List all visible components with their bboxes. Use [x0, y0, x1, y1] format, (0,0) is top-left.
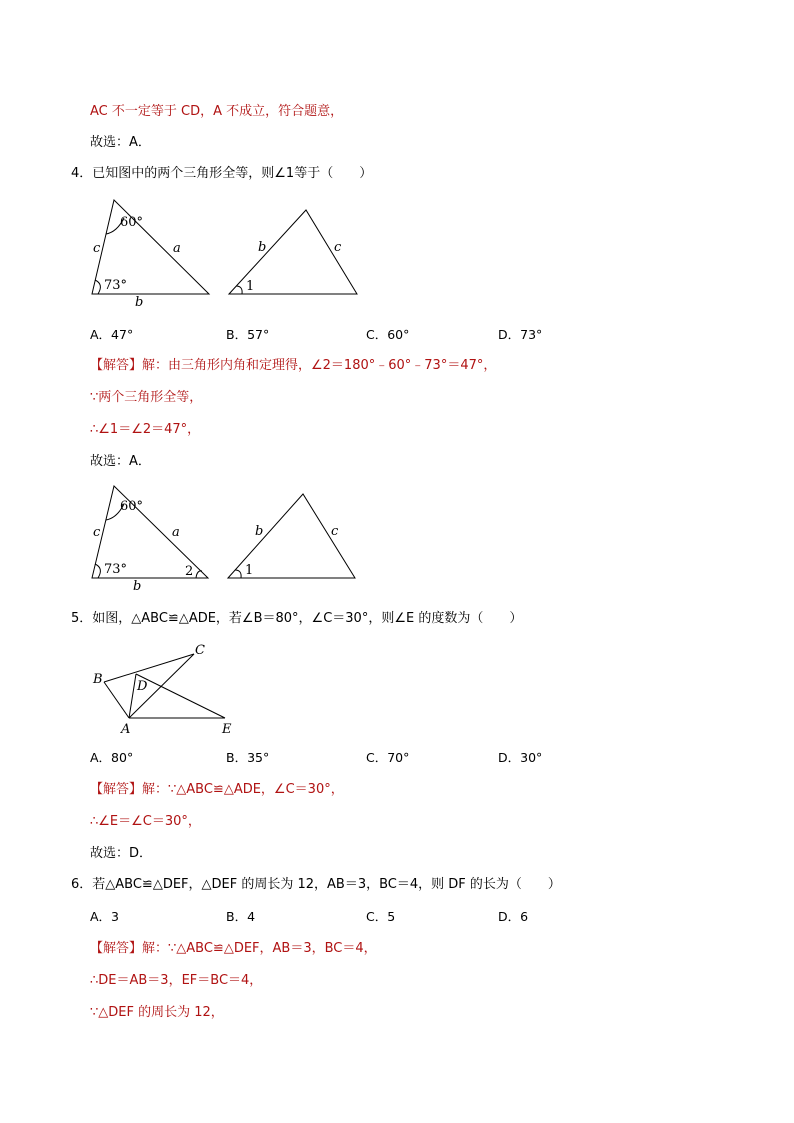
option-b: B．4	[226, 909, 256, 924]
side-label-b: b	[255, 524, 264, 539]
option-c: C．60°	[366, 327, 410, 342]
answer-line: ∴∠1＝∠2＝47°，	[90, 422, 201, 437]
side-label-b: b	[135, 295, 144, 310]
angle-label-2: 2	[185, 564, 194, 579]
point-label-b: B	[93, 672, 103, 687]
side-label-c: c	[93, 525, 101, 540]
point-label-a: A	[121, 722, 131, 737]
answer-line: 【解答】解：∵△ABC≌△DEF，AB＝3，BC＝4，	[90, 941, 377, 956]
option-c: C．70°	[366, 750, 410, 765]
solution-line: AC 不一定等于 CD，A 不成立，符合题意，	[90, 104, 344, 119]
angle-label-1: 1	[246, 279, 255, 294]
side-label-a: a	[172, 525, 180, 540]
q4-figure-1	[84, 196, 364, 311]
question-6-stem: 6．若△ABC≌△DEF，△DEF 的周长为 12，AB＝3，BC＝4，则 DF 的长为（ ）	[71, 877, 561, 892]
option-a: A．3	[90, 909, 120, 924]
answer-line: ∴DE＝AB＝3，EF＝BC＝4，	[90, 973, 263, 988]
option-b: B．35°	[226, 750, 270, 765]
answer-line: ∵△DEF 的周长为 12，	[90, 1005, 224, 1020]
side-label-c: c	[334, 240, 342, 255]
option-a: A．80°	[90, 750, 134, 765]
side-label-c: c	[331, 524, 339, 539]
point-label-e: E	[222, 722, 232, 737]
angle-label-1: 1	[245, 563, 254, 578]
angle-label-60: 60°	[120, 499, 144, 514]
question-4-stem: 4．已知图中的两个三角形全等，则∠1等于（ ）	[71, 166, 373, 181]
side-label-b: b	[133, 579, 142, 592]
point-label-d: D	[137, 679, 148, 694]
choice-line: 故选：A．	[90, 135, 151, 150]
question-5-stem: 5．如图，△ABC≌△ADE，若∠B＝80°，∠C＝30°，则∠E 的度数为（ ）	[71, 611, 523, 626]
option-c: C．5	[366, 909, 396, 924]
option-d: D．73°	[498, 327, 543, 342]
q5-figure	[88, 640, 248, 740]
option-b: B．57°	[226, 327, 270, 342]
answer-line: 【解答】解：由三角形内角和定理得，∠2＝180°﹣60°﹣73°＝47°，	[90, 358, 497, 373]
choice-line: 故选：D．	[90, 846, 153, 861]
angle-label-73: 73°	[104, 278, 128, 293]
angle-label-60: 60°	[120, 215, 144, 230]
choice-line: 故选：A．	[90, 454, 151, 469]
point-label-c: C	[195, 643, 205, 658]
answer-line: ∵两个三角形全等，	[90, 390, 203, 405]
answer-line: 【解答】解：∵△ABC≌△ADE，∠C＝30°，	[90, 782, 344, 797]
answer-line: ∴∠E＝∠C＝30°，	[90, 814, 201, 829]
side-label-a: a	[173, 241, 181, 256]
option-a: A．47°	[90, 327, 134, 342]
option-d: D．30°	[498, 750, 543, 765]
angle-label-73: 73°	[104, 562, 128, 577]
q4-figure-2	[84, 482, 364, 592]
side-label-c: c	[93, 241, 101, 256]
option-d: D．6	[498, 909, 529, 924]
side-label-b: b	[258, 240, 267, 255]
